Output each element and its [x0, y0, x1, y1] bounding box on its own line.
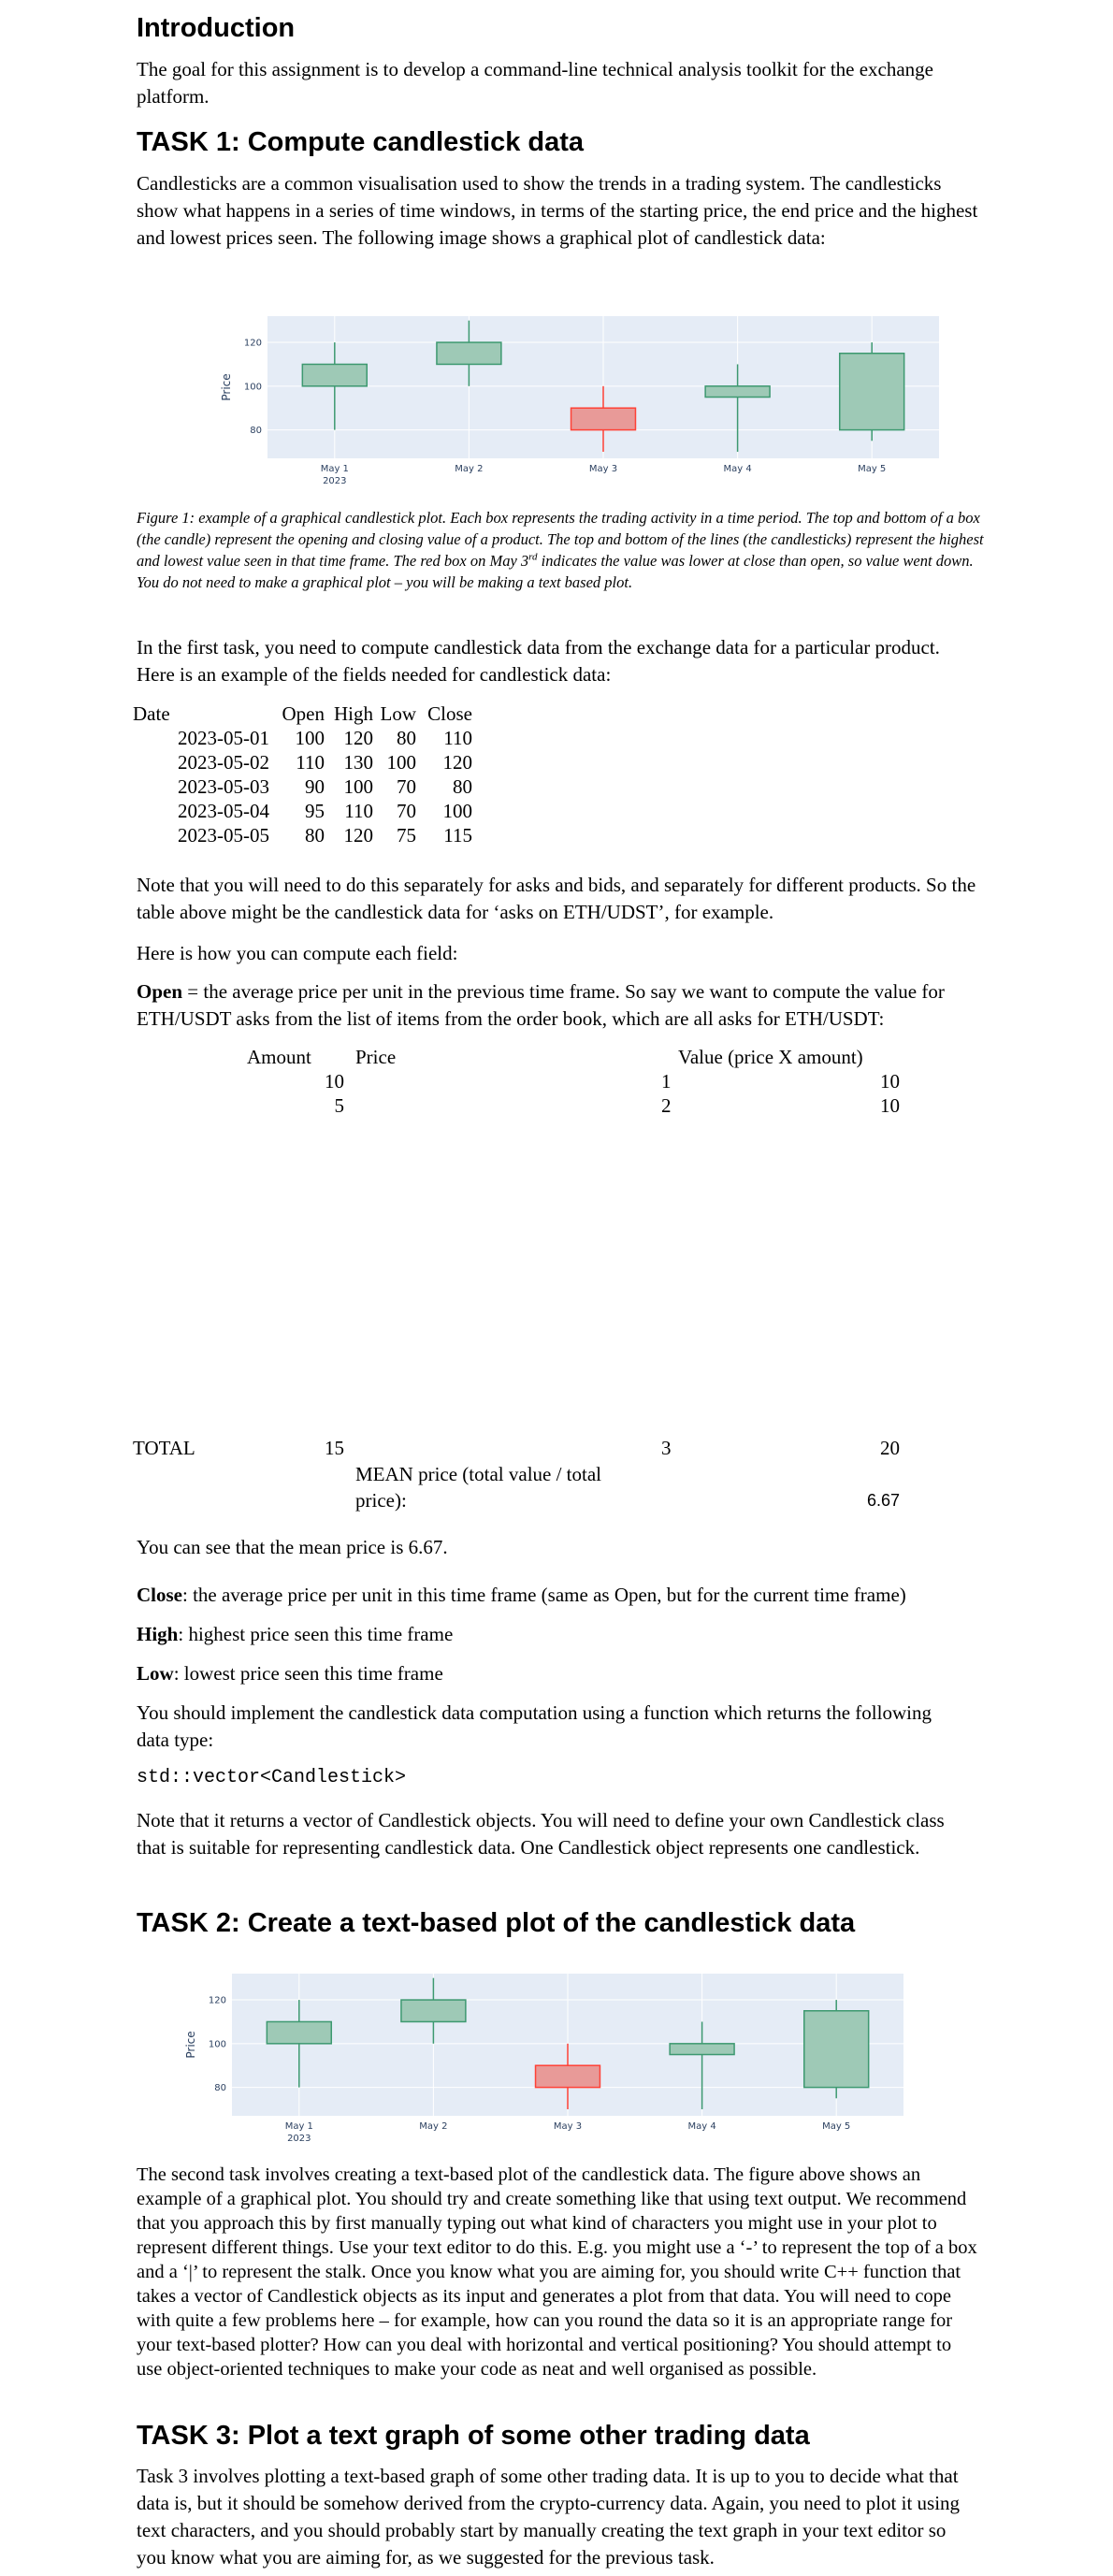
- caption-part-b: indicates the value was lower at close than open, so value went down. You do not need to make a graphical plot – you will be making a text based plot.: [137, 552, 974, 591]
- x-tick-label: May 2: [419, 2121, 448, 2132]
- mean-price-paragraph: You can see that the mean price is 6.67.: [137, 1536, 448, 1558]
- order-total-price: 3: [661, 1437, 672, 1459]
- intro-paragraph: The goal for this assignment is to develop a command-line technical analysis toolkit for the exchange platform.: [137, 58, 934, 108]
- y-tick-label: 120: [208, 1995, 226, 2006]
- task1-intro-paragraph: Candlesticks are a common visualisation used to show the trends in a trading system. The candlesticks show what happens in a series of time windows, in terms of the starting price, the end price and the highest and lowest prices seen. The following image shows a graphical plot of candlestick data:: [137, 172, 978, 249]
- candle-body: [267, 2021, 331, 2043]
- table-header-high: High: [334, 702, 373, 725]
- x-tick-label: May 5: [822, 2121, 851, 2132]
- table-row-2-date: 2023-05-02: [178, 751, 269, 774]
- high-term: High: [137, 1623, 179, 1645]
- table-row-2-open: 110: [296, 751, 325, 774]
- task2-paragraph: The second task involves creating a text-based plot of the candlestick data. The figure above shows an example of a graphical plot. You should try and create something like that using text output. We recommend that you approach this by first manually typing out what kind of characters you might use in your plot to represent different things. Use your text editor to do this. E.g. you might use a ‘-’ to represent the top of a box and a ‘|’ to represent the stalk. Once you know what you are aiming for, you should write C++ function that takes a vector of Candlestick objects as its input and generates a plot from that data. You will need to cope with quite a few problems here – for example, how can you round the data so it is an appropriate range for your text-based plotter? How can you deal with horizontal and vertical positioning? You should attempt to use object-oriented techniques to make your code as neat and well organised as possible.: [137, 2164, 977, 2380]
- x-tick-label: May 4: [687, 2121, 716, 2132]
- table-row-2-low: 100: [386, 751, 416, 774]
- order-total-amount: 15: [325, 1437, 344, 1459]
- table-row-3-date: 2023-05-03: [178, 775, 269, 798]
- open-def-text: = the average price per unit in the previous time frame. So say we want to compute the value for ETH/USDT asks from the list of items from the order book, which are all asks for ETH/USDT:: [137, 980, 945, 1030]
- table-row-4-open: 95: [305, 800, 325, 822]
- candle-body: [705, 386, 770, 398]
- caption-superscript: rd: [528, 551, 538, 563]
- candle-body: [536, 2065, 600, 2087]
- low-term: Low: [137, 1662, 174, 1685]
- table-row-5-date: 2023-05-05: [178, 824, 269, 847]
- order-header-price: Price: [355, 1046, 397, 1068]
- x-year-label: 2023: [287, 2134, 311, 2144]
- function-paragraph: You should implement the candlestick data computation using a function which returns the following data type:: [137, 1701, 932, 1751]
- y-tick-label: 100: [243, 382, 262, 393]
- order-mean-label: MEAN price (total value / total price):: [355, 1463, 602, 1512]
- candle-body: [401, 2000, 466, 2021]
- table-row-5-low: 75: [397, 824, 416, 847]
- x-tick-label: May 2: [455, 464, 484, 474]
- x-tick-label: May 3: [588, 464, 618, 474]
- order-mean-value: 6.67: [866, 1491, 900, 1510]
- order-header-value: Value (price X amount): [678, 1046, 863, 1068]
- candle-body: [571, 408, 636, 429]
- x-tick-label: May 3: [553, 2121, 583, 2132]
- table-header-low: Low: [380, 702, 416, 725]
- table-row-3-high: 100: [343, 775, 373, 798]
- table-row-4-high: 110: [344, 800, 373, 822]
- y-tick-label: 80: [214, 2083, 226, 2094]
- table-header-close: Close: [427, 702, 472, 725]
- y-axis-title: Price: [184, 2031, 197, 2059]
- order-row-1-value: 10: [880, 1070, 900, 1093]
- table-row-4-date: 2023-05-04: [178, 800, 269, 822]
- caption-part-a: Figure 1: example of a graphical candlestick plot. Each box represents the trading activity in a time period. The top and bottom of a box (the candle) represent the opening and closing value of a product. The top and bottom of the lines (the candlesticks) represent the highest and lowest value seen in that time frame. The red box on May 3: [137, 509, 984, 570]
- table-row-5-close: 115: [443, 824, 472, 847]
- y-tick-label: 80: [250, 426, 262, 437]
- task3-heading: TASK 3: Plot a text graph of some other trading data: [137, 2421, 810, 2451]
- order-row-1-amount: 10: [325, 1070, 344, 1093]
- table-row-1-date: 2023-05-01: [178, 727, 269, 749]
- table-row-2-close: 120: [442, 751, 472, 774]
- table-row-3-low: 70: [397, 775, 416, 798]
- y-tick-label: 120: [243, 338, 262, 349]
- figure-caption: [137, 507, 984, 593]
- order-total-label: TOTAL: [133, 1437, 195, 1459]
- candlestick-table: [133, 702, 507, 852]
- code-snippet: std::vector<Candlestick>: [137, 1767, 407, 1788]
- table-row-3-close: 80: [453, 775, 472, 798]
- x-tick-label: May 5: [858, 464, 887, 474]
- task1-note-paragraph: Note that you will need to do this separately for asks and bids, and separately for different products. So the table above might be the candlestick data for ‘asks on ETH/UDST’, for example.: [137, 874, 976, 923]
- table-row-1-close: 110: [443, 727, 472, 749]
- vector-note-paragraph: Note that it returns a vector of Candlestick objects. You will need to define your own Candlestick class that is suitable for representing candlestick data. One Candlestick object represents one candlestick.: [137, 1809, 945, 1859]
- y-axis-title: Price: [220, 373, 233, 401]
- task2-heading: TASK 2: Create a text-based plot of the candlestick data: [137, 1908, 856, 1938]
- high-definition: [137, 1621, 453, 1648]
- table-row-5-high: 120: [343, 824, 373, 847]
- table-row-4-low: 70: [397, 800, 416, 822]
- table-header-date: Date: [133, 702, 170, 725]
- order-row-2-amount: 5: [334, 1094, 344, 1117]
- candlestick-chart-2-svg: [138, 1968, 943, 2155]
- low-def-text: : lowest price seen this time frame: [173, 1662, 443, 1685]
- candlestick-chart-2: [138, 1968, 943, 2155]
- table-row-1-low: 80: [397, 727, 416, 749]
- x-tick-label: May 4: [723, 464, 752, 474]
- x-tick-label: May 1: [284, 2121, 313, 2132]
- table-row-1-open: 100: [295, 727, 325, 749]
- task1-heading: TASK 1: Compute candlestick data: [137, 127, 585, 157]
- x-year-label: 2023: [323, 476, 347, 486]
- close-term: Close: [137, 1584, 182, 1606]
- task1-fields-paragraph: In the first task, you need to compute candlestick data from the exchange data for a particular product. Here is an example of the fields needed for candlestick data:: [137, 636, 940, 686]
- intro-heading: Introduction: [137, 13, 296, 43]
- table-row-3-open: 90: [305, 775, 325, 798]
- candle-body: [840, 354, 904, 430]
- table-row-4-close: 100: [442, 800, 472, 822]
- candle-body: [670, 2044, 734, 2055]
- table-row-2-high: 130: [343, 751, 373, 774]
- task3-paragraph: Task 3 involves plotting a text-based graph of some other trading data. It is up to you to decide what that data is, but it should be somehow derived from the crypto-currency data. Again, you need to plot it using text characters, and you should probably start by manually creating the text graph in your text editor so you know what you are aiming for, as we suggested for the previous task.: [137, 2465, 961, 2569]
- order-total-value: 20: [880, 1437, 900, 1459]
- table-header-open: Open: [282, 702, 325, 725]
- close-def-text: : the average price per unit in this time frame (same as Open, but for the current time frame): [182, 1584, 906, 1606]
- low-definition: [137, 1660, 443, 1687]
- order-header-amount: Amount: [247, 1046, 311, 1068]
- order-row-2-price: 2: [661, 1094, 672, 1117]
- candle-body: [437, 342, 501, 364]
- order-row-1-price: 1: [661, 1070, 672, 1093]
- high-def-text: : highest price seen this time frame: [178, 1623, 454, 1645]
- table-row-5-open: 80: [305, 824, 325, 847]
- order-row-2-value: 10: [880, 1094, 900, 1117]
- candle-body: [302, 364, 367, 385]
- open-definition: [137, 978, 978, 1033]
- task1-how-paragraph: Here is how you can compute each field:: [137, 942, 458, 964]
- candle-body: [804, 2011, 869, 2088]
- x-tick-label: May 1: [320, 464, 349, 474]
- table-row-1-high: 120: [343, 727, 373, 749]
- y-tick-label: 100: [208, 2039, 226, 2050]
- order-book-table: [133, 1046, 900, 1513]
- open-term: Open: [137, 980, 183, 1003]
- candlestick-chart-1: [174, 311, 978, 498]
- close-definition: [137, 1582, 988, 1609]
- candlestick-chart-1-svg: [174, 311, 978, 498]
